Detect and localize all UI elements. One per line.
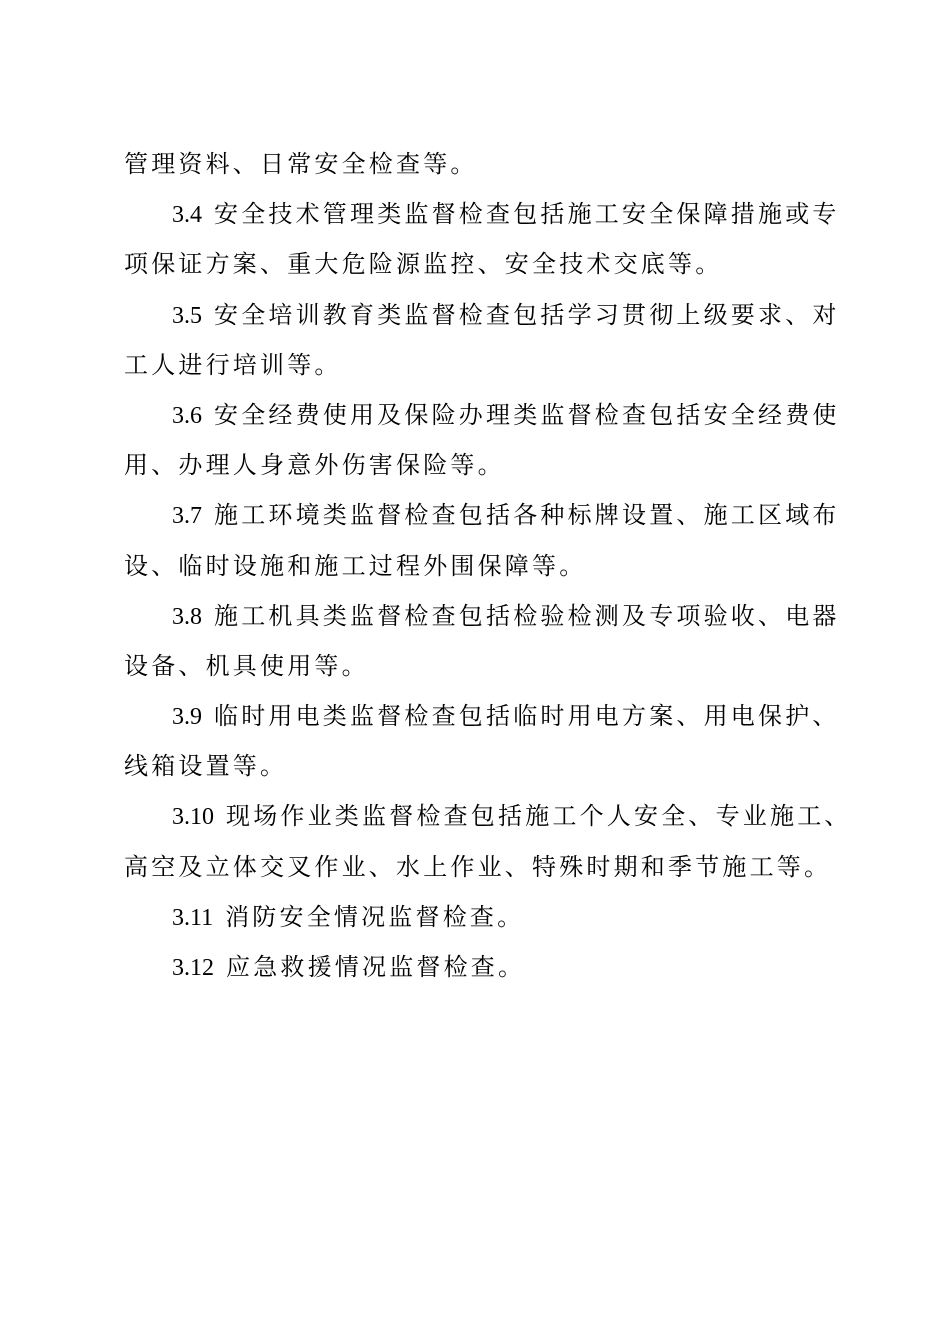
section-number: 3.12 [172, 955, 214, 981]
section-number: 3.4 [172, 202, 202, 229]
section-number: 3.7 [172, 503, 202, 530]
line-text: 安全技术管理类监督检查包括施工安全保障措施或专 [214, 200, 840, 229]
section-number: 3.5 [172, 302, 202, 329]
section-number: 3.8 [172, 603, 202, 630]
text-line [124, 591, 840, 641]
line-text: 项保证方案、重大危险源监控、安全技术交底等。 [124, 250, 723, 279]
line-text: 施工环境类监督检查包括各种标牌设置、施工区域布 [214, 501, 840, 530]
section-number: 3.9 [172, 704, 202, 731]
text-line [124, 189, 840, 239]
line-text: 消防安全情况监督检查。 [225, 902, 525, 931]
line-text: 工人进行培训等。 [124, 350, 342, 379]
text-line [124, 741, 830, 791]
text-line [124, 892, 830, 942]
text-line [124, 942, 830, 992]
line-text: 设、临时设施和施工过程外围保障等。 [124, 551, 587, 580]
text-line [124, 239, 830, 289]
section-number: 3.10 [172, 804, 214, 831]
line-text: 高空及立体交叉作业、水上作业、特殊时期和季节施工等。 [124, 852, 832, 881]
text-line [124, 641, 830, 691]
text-line [124, 440, 830, 490]
line-text: 安全培训教育类监督检查包括学习贯彻上级要求、对 [214, 300, 840, 329]
text-line [124, 390, 840, 440]
line-text: 临时用电类监督检查包括临时用电方案、用电保护、 [214, 702, 840, 731]
text-line [124, 139, 830, 189]
section-number: 3.11 [172, 904, 214, 931]
line-text: 施工机具类监督检查包括检验检测及专项验收、电器 [214, 601, 840, 630]
text-line [124, 691, 840, 741]
line-text: 安全经费使用及保险办理类监督检查包括安全经费使 [214, 400, 840, 429]
text-line [124, 791, 852, 841]
line-text: 应急救援情况监督检查。 [226, 953, 526, 981]
text-line [124, 340, 830, 390]
text-line [124, 541, 830, 591]
line-text: 管理资料、日常安全检查等。 [124, 150, 478, 178]
text-line [124, 290, 840, 340]
line-text: 线箱设置等。 [124, 752, 288, 781]
text-line [124, 842, 830, 892]
document-body [124, 139, 852, 992]
line-text: 用、办理人身意外伤害保险等。 [124, 451, 505, 480]
line-text: 现场作业类监督检查包括施工个人安全、专业施工、 [226, 802, 852, 831]
section-number: 3.6 [172, 402, 202, 429]
text-line [124, 490, 840, 540]
line-text: 设备、机具使用等。 [124, 651, 369, 680]
